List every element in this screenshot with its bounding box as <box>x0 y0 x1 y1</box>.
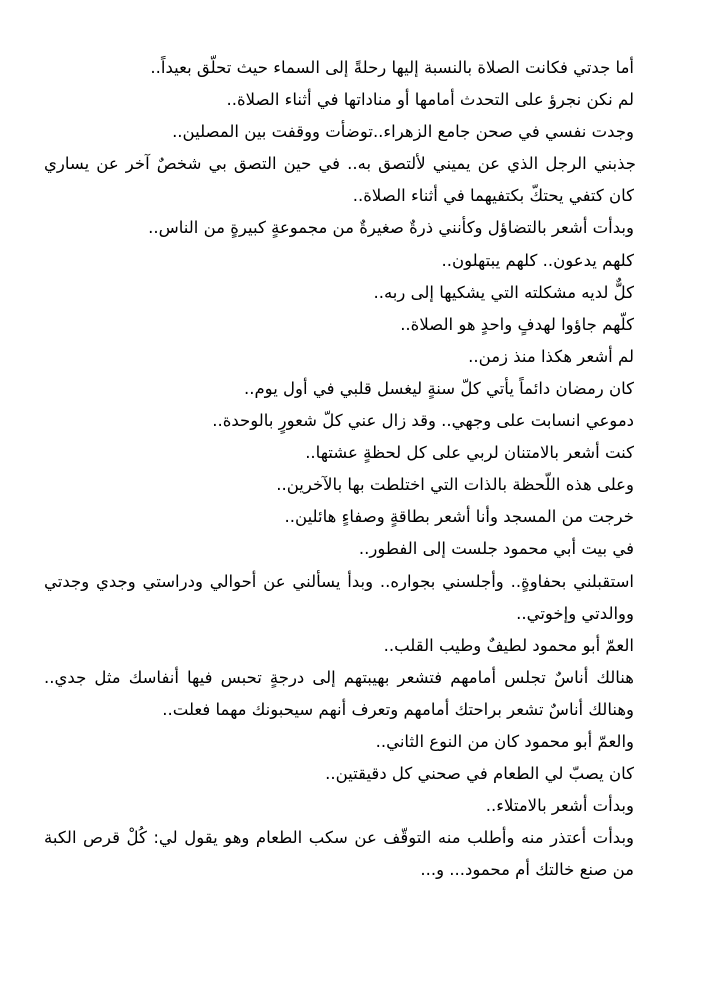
paragraph: والعمّ أبو محمود كان من النوع الثاني.. <box>375 731 634 751</box>
paragraph: استقبلني بحفاوةٍ.. وأجلسني بجواره.. وبدأ يسألني عن أحوالي ودراستي وجدي وجدتي ووالدتي وإخوتي.. <box>44 571 634 623</box>
paragraph: كلّهم جاؤوا لهدفٍ واحدٍ هو الصلاة.. <box>400 314 634 334</box>
paragraph: أما جدتي فكانت الصلاة بالنسبة إليها رحلةً إلى السماء حيث تحلّق بعيداً.. <box>150 58 634 77</box>
paragraph: جذبني الرجل الذي عن يميني لألتصق به.. في حين التصق بي شخصٌ آخر عن يساري كان كتفي يحتكّ بكتفيهما في أثناء الصلاة.. <box>44 154 636 206</box>
paragraph: وبدأت أشعر بالتضاؤل وكأنني ذرةٌ صغيرةٌ من مجموعةٍ كبيرةٍ من الناس.. <box>148 218 634 238</box>
paragraph: وبدأت أشعر بالامتلاء.. <box>485 796 634 816</box>
paragraph: كلهم يدعون.. كلهم يبتهلون.. <box>441 250 634 270</box>
paragraph: وبدأت أعتذر منه وأطلب منه التوقّف عن سكب الطعام وهو يقول لي: كُلْ قرص الكبة من صنع خالتك أم محمود... و... <box>44 828 634 880</box>
paragraph: العمّ أبو محمود لطيفٌ وطيب القلب.. <box>383 635 634 655</box>
paragraph: كان رمضان دائماً يأتي كلّ سنةٍ ليغسل قلبي في أول يوم.. <box>243 378 634 398</box>
paragraph: في بيت أبي محمود جلست إلى الفطور.. <box>358 539 634 559</box>
paragraph: لم نكن نجرؤ على التحدث أمامها أو مناداتها في أثناء الصلاة.. <box>226 90 634 110</box>
paragraph: هنالك أناسٌ تجلس أمامهم فتشعر بهيبتهم إلى درجةٍ تحبس فيها أنفاسك مثل جدي.. وهنالك أناسٌ تشعر براحتك أمامهم وتعرف أنهم سيحبونك مهما فعلت.. <box>44 667 634 719</box>
paragraph: كلٌّ لديه مشكلته التي يشكيها إلى ربه.. <box>373 282 634 302</box>
paragraph: لم أشعر هكذا منذ زمن.. <box>468 346 634 366</box>
paragraph: كنت أشعر بالامتنان لربي على كل لحظةٍ عشتها.. <box>305 443 634 463</box>
paragraph: دموعي انسابت على وجهي.. وقد زال عني كلّ شعورٍ بالوحدة.. <box>212 411 634 431</box>
body-text <box>44 52 654 886</box>
paragraph: كان يصبّ لي الطعام في صحني كل دقيقتين.. <box>325 764 634 784</box>
paragraph: خرجت من المسجد وأنا أشعر بطاقةٍ وصفاءٍ هائلين.. <box>284 507 634 527</box>
paragraph: وعلى هذه اللّحظة بالذات التي اختلطت بها بالآخرين.. <box>276 475 634 495</box>
paragraph: وجدت نفسي في صحن جامع الزهراء..توضأت ووقفت بين المصلين.. <box>172 122 634 142</box>
